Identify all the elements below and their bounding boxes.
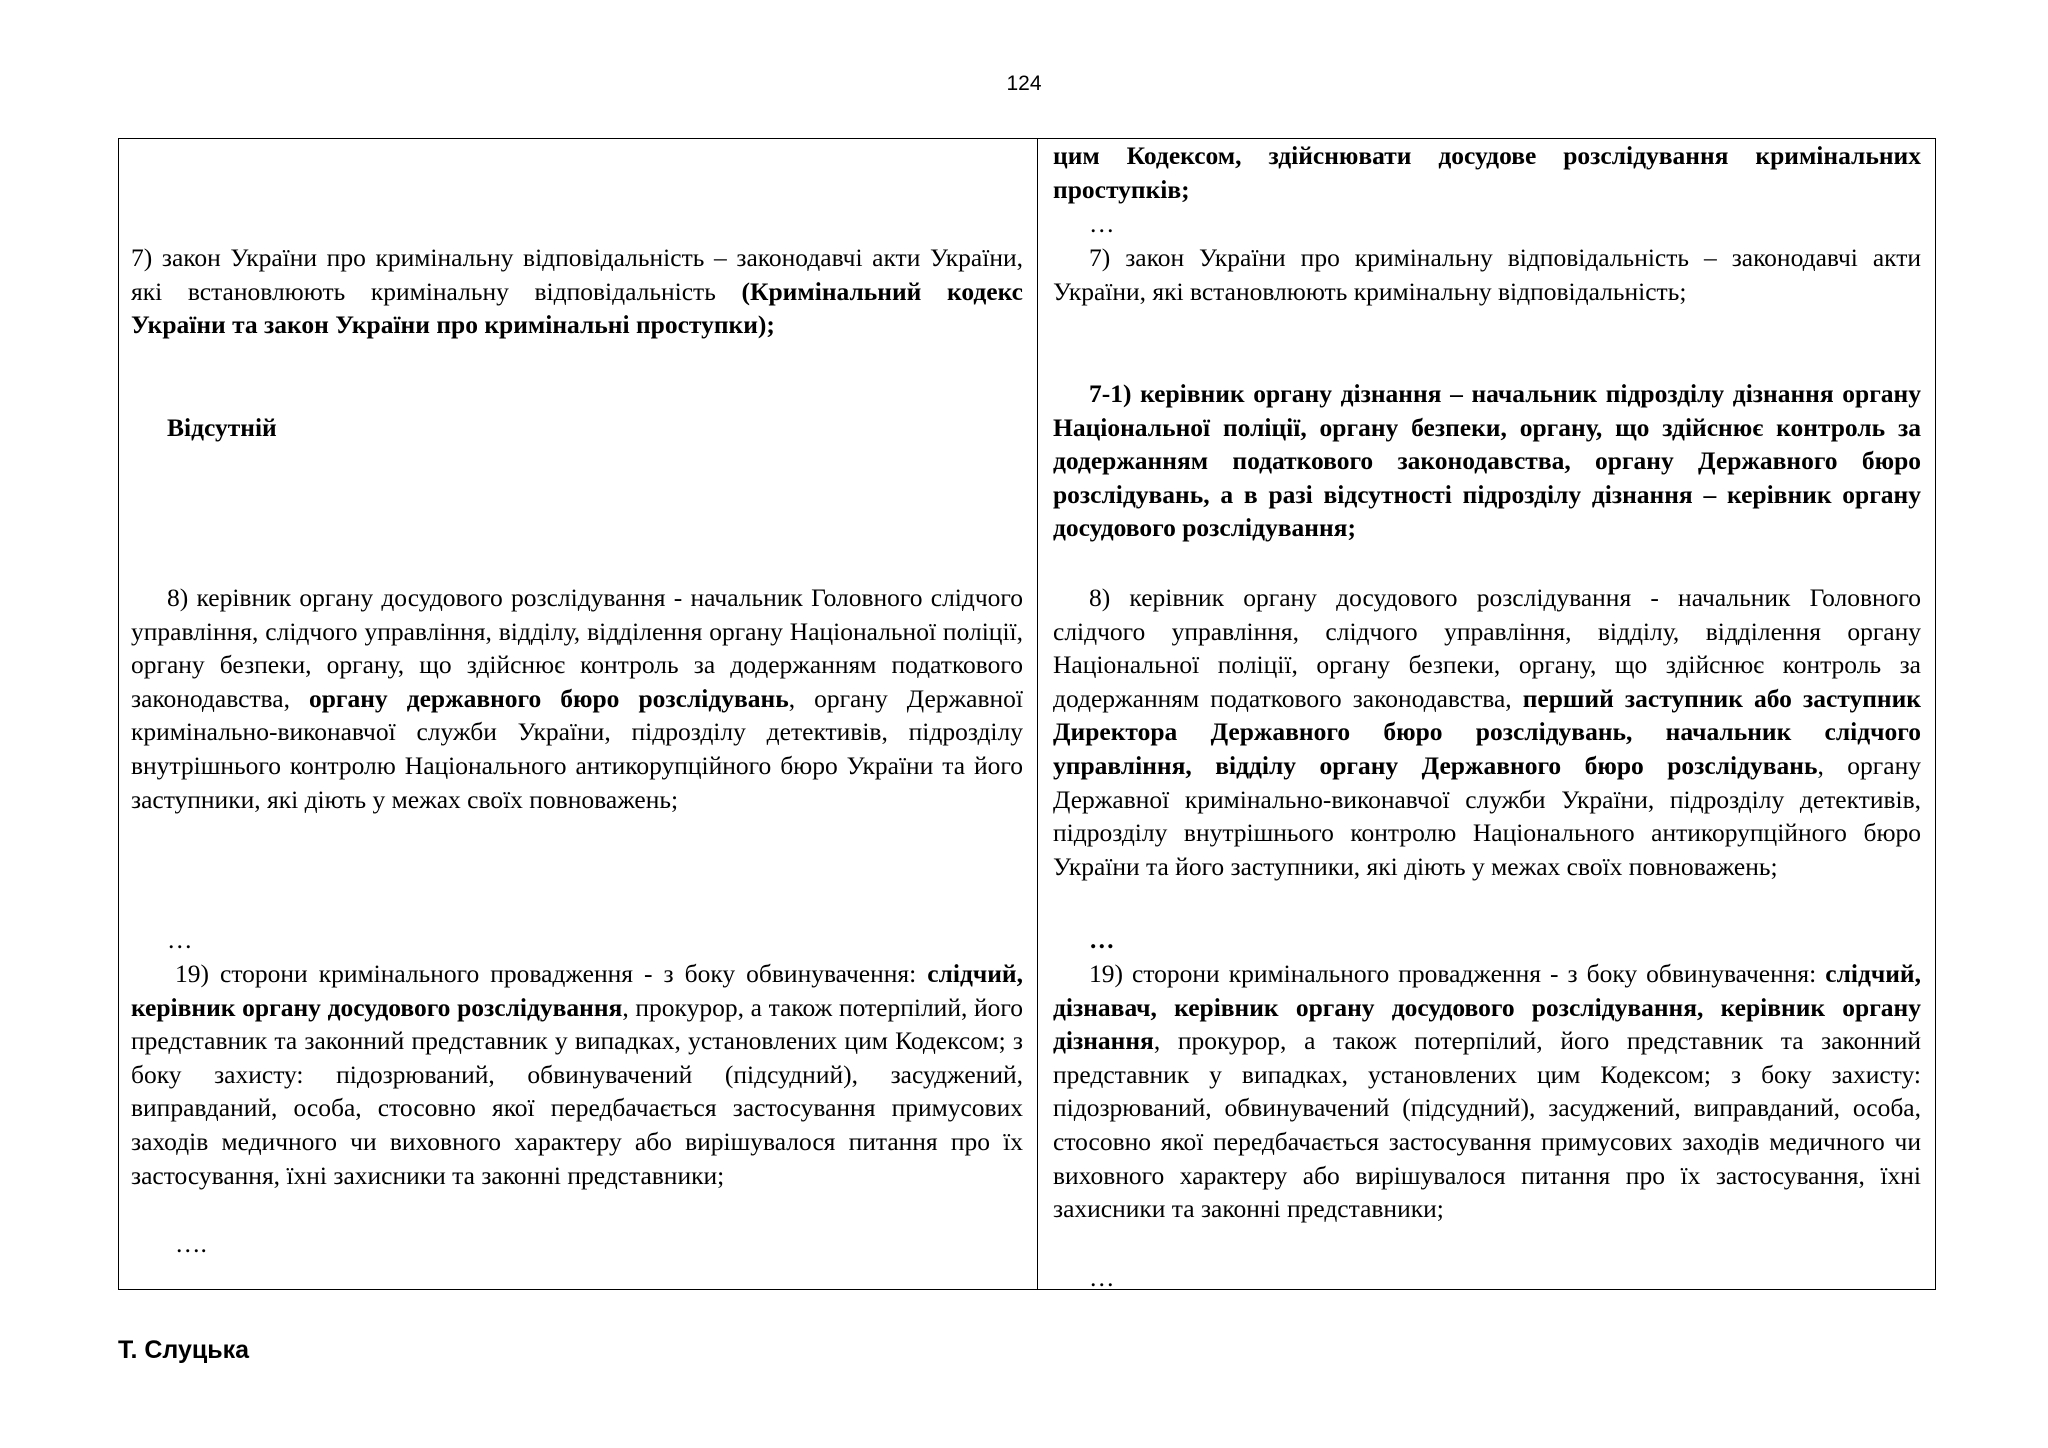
parties-definition-19: 19) сторони кримінального провадження - з боку обвинувачення: слідчий, керівник органу досудового розслідування, прокурор, а також потерпілий, його представник та законний представник у випадках, установлених цим Кодексом; з боку захисту: підозрюваний, обвинувачений (підсудний), засуджений, виправданий, особа, стосовно якої передбачається застосування примусових заходів медичного чи виховного характеру або вирішувалося питання про їх застосування, їхні захисники та законні представники; <box>131 959 1024 1190</box>
comparison-table <box>118 138 1936 1290</box>
ellipsis: … <box>1089 209 1115 238</box>
column-divider <box>1037 139 1038 1289</box>
current-version-column <box>131 139 1023 1289</box>
ellipsis: …. <box>175 1229 207 1258</box>
absent-note: Відсутній <box>167 413 277 442</box>
ellipsis: … <box>167 925 193 954</box>
ellipsis: … <box>1089 1263 1115 1292</box>
law-definition-7: 7) закон України про кримінальну відповідальність – законодавчі акти України, які встановлюють кримінальну відповідальність; <box>1053 243 1921 306</box>
law-definition-7: 7) закон України про кримінальну відповідальність – законодавчі акти України, які встановлюють кримінальну відповідальність (Кримінальний кодекс України та закон України про кримінальні проступки); <box>131 243 1023 340</box>
continuation-text: цим Кодексом, здійснювати досудове розслідування кримінальних проступків; <box>1053 141 1921 204</box>
page-number: 124 <box>1006 72 1042 95</box>
head-definition-8: 8) керівник органу досудового розслідування - начальник Головного слідчого управління, слідчого управління, відділу, відділення органу Національної поліції, органу безпеки, органу, що здійснює контроль за додержанням податкового законодавства, органу державного бюро розслідувань, органу Державної кримінально-виконавчої служби України, підрозділу детективів, підрозділу внутрішнього контролю Національного антикорупційного бюро України та його заступники, які діють у межах своїх повноважень; <box>131 583 1024 814</box>
signature: Т. Слуцька <box>118 1336 250 1364</box>
proposed-version-column <box>1053 139 1921 1292</box>
inquiry-head-definition-7-1: 7-1) керівник органу дізнання – начальник підрозділу дізнання органу Національної поліції, органу безпеки, органу, що здійснює контроль за додержанням податкового законодавства, органу Державного бюро розслідувань, а в разі відсутності підрозділу дізнання – керівник органу досудового розслідування; <box>1053 379 1921 543</box>
ellipsis: … <box>1089 925 1115 954</box>
parties-definition-19: 19) сторони кримінального провадження - з боку обвинувачення: слідчий, дізнавач, керівник органу досудового розслідування, керівник органу дізнання, прокурор, а також потерпілий, його представник та законний представник у випадках, установлених цим Кодексом; з боку захисту: підозрюваний, обвинувачений (підсудний), засуджений, виправданий, особа, стосовно якої передбачається застосування примусових заходів медичного чи виховного характеру або вирішувалося питання про їх застосування, їхні захисники та законні представники; <box>1053 959 1921 1224</box>
head-definition-8: 8) керівник органу досудового розслідування - начальник Головного слідчого управління, слідчого управління, відділу, відділення органу Національної поліції, органу безпеки, органу, що здійснює контроль за додержанням податкового законодавства, перший заступник або заступник Директора Державного бюро розслідувань, начальник слідчого управління, відділу органу Державного бюро розслідувань, органу Державної кримінально-виконавчої служби України, підрозділу детективів, підрозділу внутрішнього контролю Національного антикорупційного бюро України та його заступники, які діють у межах своїх повноважень; <box>1053 583 1921 881</box>
